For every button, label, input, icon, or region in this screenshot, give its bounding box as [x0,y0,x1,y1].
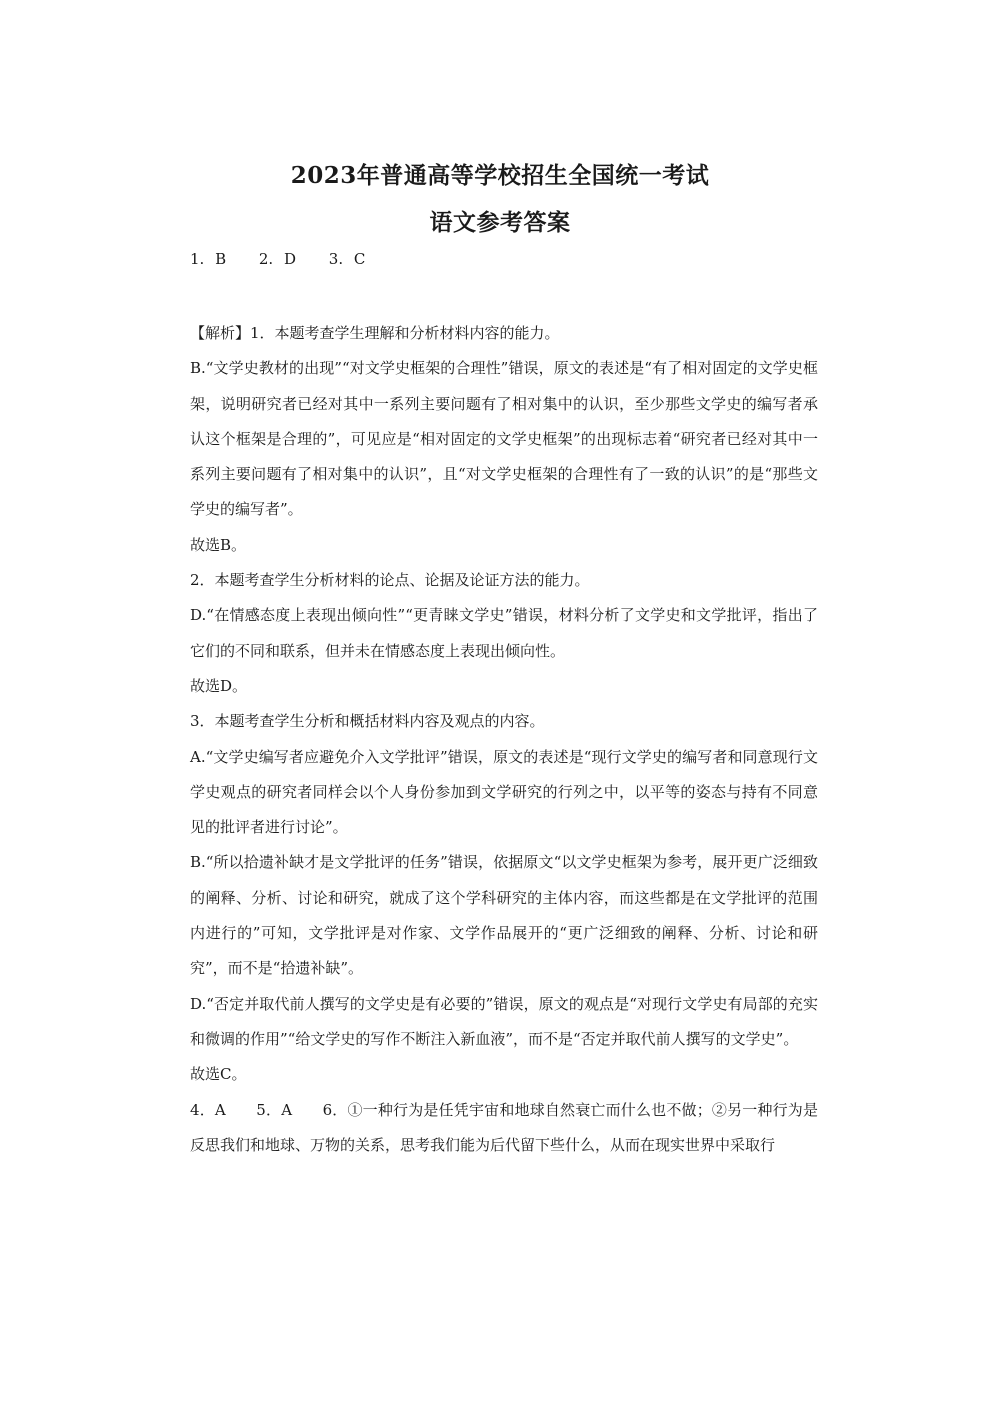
answer-item: 3. C [328,250,366,268]
explanation-paragraph: D.“在情感态度上表现出倾向性”“更青睐文学史”错误，材料分析了文学史和文学批评，指出了它们的不同和联系，但并未在情感态度上表现出倾向性。 [190,606,818,660]
explanation-paragraph: B.“文学史教材的出现”“对文学史框架的合理性”错误，原文的表述是“有了相对固定的文学史框架，说明研究者已经对其中一系列主要问题有了相对集中的认识，至少那些文学史的编写者承认这个框架是合理的”，可见应是“相对固定的文学史框架”的出现标志着“研究者已经对其中一系列主要问题有了相对集中的认识”，且“对文学史框架的合理性有了一致的认识”的是“那些文学史的编写者”。 [190,359,818,519]
page-subtitle: 语文参考答案 [429,209,571,236]
answer-item: 2. D [258,250,296,268]
explanation-paragraph: 【解析】1．本题考查学生理解和分析材料内容的能力。 [190,324,560,342]
answer-key-row [190,250,387,268]
explanation-paragraph: 4．A 5．A 6．①一种行为是任凭宇宙和地球自然衰亡而什么也不做；②另一种行为是反思我们和地球、万物的关系，思考我们能为后代留下些什么，从而在现实世界中采取行 [190,1100,818,1154]
explanation-body [190,316,818,1163]
explanation-paragraph: 3．本题考查学生分析和概括材料内容及观点的内容。 [190,712,545,731]
page-title: 2023年普通高等学校招生全国统一考试 [290,162,710,189]
explanation-paragraph: 故选B。 [190,535,247,554]
explanation-paragraph: A.“文学史编写者应避免介入文学批评”错误，原文的表述是“现行文学史的编写者和同意现行文学史观点的研究者同样会以个人身份参加到文学研究的行列之中，以平等的姿态与持有不同意见的批评者进行讨论”。 [190,747,818,837]
answer-item: 1. B [190,250,227,268]
explanation-paragraph: 故选D。 [190,676,248,695]
explanation-paragraph: B.“所以拾遗补缺才是文学批评的任务”错误，依据原文“以文学史框架为参考，展开更广泛细致的阐释、分析、讨论和研究，就成了这个学科研究的主体内容，而这些都是在文学批评的范围内进行的”可知，文学批评是对作家、文学作品展开的“更广泛细致的阐释、分析、讨论和研究”，而不是“拾遗补缺”。 [190,853,818,978]
explanation-paragraph: 故选C。 [190,1065,247,1084]
explanation-paragraph: D.“否定并取代前人撰写的文学史是有必要的”错误，原文的观点是“对现行文学史有局部的充实和微调的作用”“给文学史的写作不断注入新血液”，而不是“否定并取代前人撰写的文学史”。 [190,994,818,1048]
explanation-paragraph: 2．本题考查学生分析材料的论点、论据及论证方法的能力。 [190,571,590,590]
